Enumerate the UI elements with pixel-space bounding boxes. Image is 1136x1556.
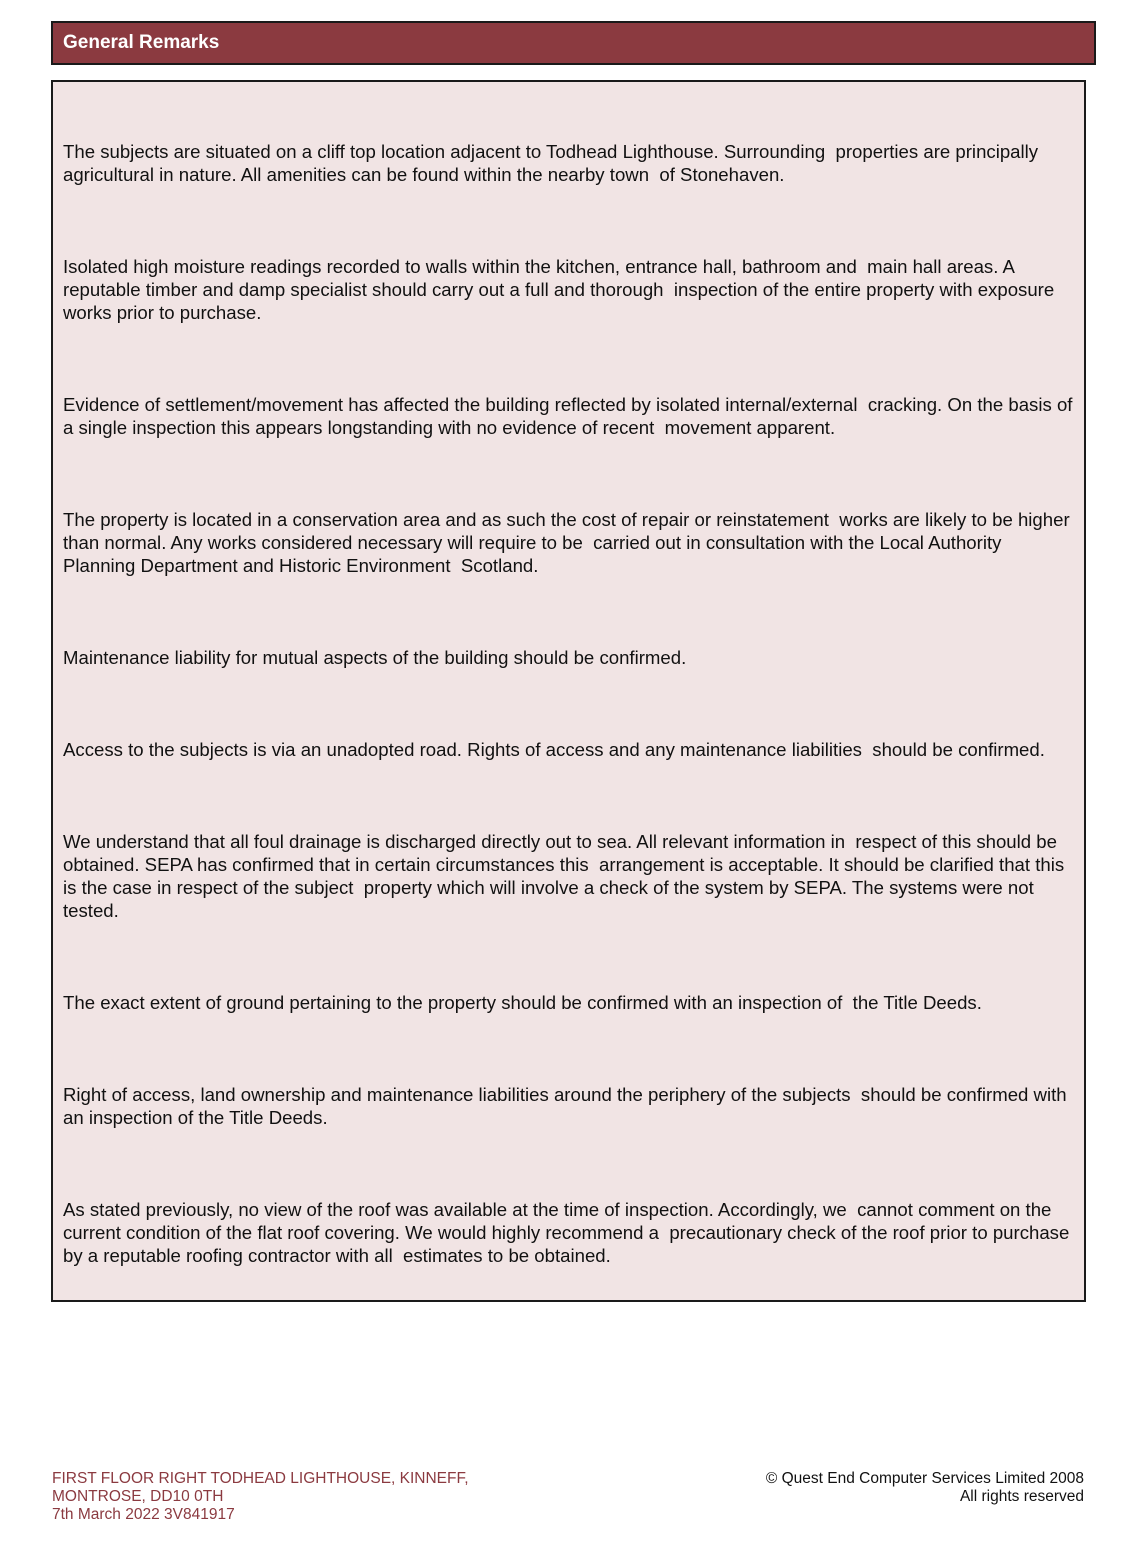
section-header	[51, 21, 1096, 65]
section-title: General Remarks	[63, 32, 220, 53]
remark-paragraph: Isolated high moisture readings recorded to walls within the kitchen, entrance hall, bathroom and main hall areas. A reputable timber and damp specialist should carry out a full and thorough inspection of the entire property with exposure works prior to purchase.	[63, 256, 1060, 323]
remark-paragraph: Maintenance liability for mutual aspects of the building should be confirmed.	[63, 647, 687, 668]
remark-paragraph: As stated previously, no view of the roof was available at the time of inspection. Accordingly, we cannot comment on the current condition of the flat roof covering. We would highly recommend a precautionary check of the roof prior to purchase by a reputable roofing contractor with all estimates to be obtained.	[63, 1199, 1075, 1266]
remarks-box	[51, 80, 1086, 1302]
footer-rights: All rights reserved	[959, 1488, 1084, 1505]
footer-copyright-block	[766, 1470, 1084, 1506]
footer-address-line1: FIRST FLOOR RIGHT TODHEAD LIGHTHOUSE, KINNEFF,	[52, 1470, 469, 1487]
footer-reference: 7th March 2022 3V841917	[52, 1506, 235, 1523]
remark-paragraph: We understand that all foul drainage is discharged directly out to sea. All relevant information in respect of this should be obtained. SEPA has confirmed that in certain circumstances this arrangement is acceptable. It should be clarified that this is the case in respect of the subject property which will involve a check of the system by SEPA. The systems were not tested.	[63, 831, 1070, 921]
remark-paragraph: Evidence of settlement/movement has affected the building reflected by isolated internal/external cracking. On the basis of a single inspection this appears longstanding with no evidence of recent movement apparent.	[63, 394, 1078, 438]
remark-paragraph: The subjects are situated on a cliff top location adjacent to Todhead Lighthouse. Surrounding properties are principally agricultural in nature. All amenities can be found within the nearby town of Stonehaven.	[63, 141, 1044, 185]
footer-address-line2: MONTROSE, DD10 0TH	[52, 1488, 224, 1505]
remark-paragraph: Right of access, land ownership and maintenance liabilities around the periphery of the subjects should be confirmed with an inspection of the Title Deeds.	[63, 1084, 1072, 1128]
remark-paragraph: The exact extent of ground pertaining to the property should be confirmed with an inspection of the Title Deeds.	[63, 992, 982, 1013]
footer-copyright: © Quest End Computer Services Limited 2008	[765, 1470, 1084, 1487]
footer-address-block	[52, 1470, 469, 1524]
remark-paragraph: Access to the subjects is via an unadopted road. Rights of access and any maintenance liabilities should be confirmed.	[63, 739, 1045, 760]
remark-paragraph: The property is located in a conservation area and as such the cost of repair or reinstatement works are likely to be higher than normal. Any works considered necessary will require to be carried out in consultation with the Local Authority Planning Department and Historic Environment Scotland.	[63, 509, 1075, 576]
